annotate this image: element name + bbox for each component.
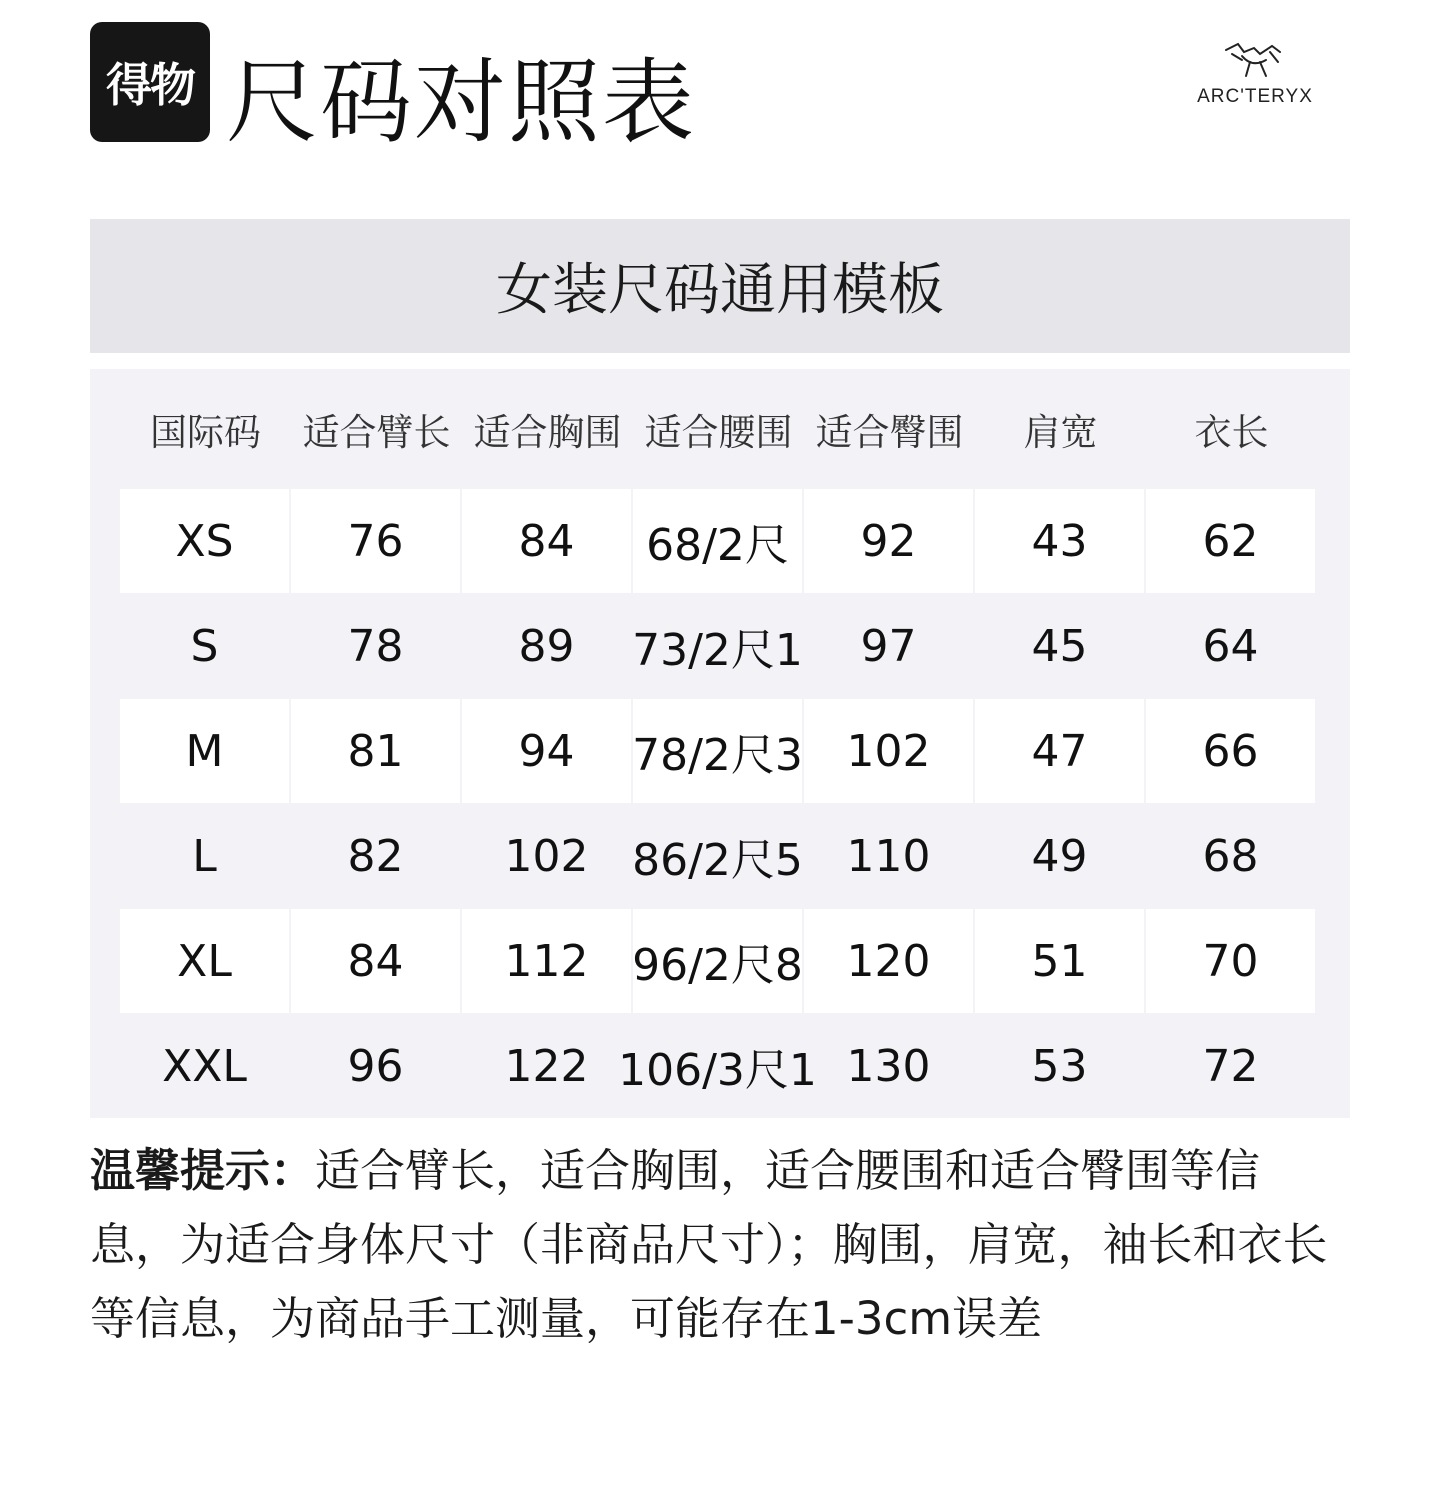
table-cell: 45 <box>1031 620 1088 672</box>
table-cell: 94 <box>462 699 631 803</box>
header-waist: 适合腰围 <box>644 411 793 454</box>
tips-note <box>90 1134 1350 1356</box>
table-cell: 68/2尺 <box>633 489 802 593</box>
table-cell: 76 <box>291 489 460 593</box>
table-cell: 66 <box>1146 699 1315 803</box>
table-cell: 68 <box>1202 830 1259 882</box>
table-cell: 51 <box>975 909 1144 1013</box>
table-cell: 47 <box>975 699 1144 803</box>
header-size-code: 国际码 <box>150 411 261 454</box>
logo-text: ARC'TERYX <box>1197 86 1313 107</box>
table-cell: 84 <box>291 909 460 1013</box>
table-row <box>120 909 1317 1013</box>
banner-title: 女装尺码通用模板 <box>496 258 944 323</box>
table-cell: 43 <box>975 489 1144 593</box>
header-hip: 适合臀围 <box>815 411 964 454</box>
table-cell: 102 <box>804 699 973 803</box>
badge-text: 得物 <box>106 58 194 112</box>
table-row <box>120 699 1317 803</box>
table-cell: 82 <box>347 830 404 882</box>
table-header-row <box>120 389 1317 469</box>
table-cell: 97 <box>860 620 917 672</box>
table-cell: 96 <box>347 1040 404 1092</box>
table-cell: 78 <box>347 620 404 672</box>
table-row <box>120 594 1317 698</box>
table-cell: 106/3尺1 <box>618 1045 817 1096</box>
table-cell: 110 <box>846 830 931 882</box>
table-cell: XXL <box>162 1040 247 1092</box>
table-row <box>120 489 1317 593</box>
header-length: 衣长 <box>1194 411 1269 454</box>
table-cell: 62 <box>1146 489 1315 593</box>
table-row <box>120 804 1317 908</box>
table-cell: 130 <box>846 1040 931 1092</box>
table-cell: M <box>120 699 289 803</box>
dewu-badge <box>90 22 210 142</box>
table-cell: 112 <box>462 909 631 1013</box>
size-table <box>90 369 1350 1118</box>
table-cell: 73/2尺1 <box>632 625 803 676</box>
tips-label: 温馨提示： <box>90 1144 316 1197</box>
table-cell: 122 <box>504 1040 589 1092</box>
archaeopteryx-icon <box>1220 38 1290 82</box>
table-cell: 102 <box>504 830 589 882</box>
table-cell: L <box>192 830 217 882</box>
table-row <box>120 1014 1317 1118</box>
table-cell: 92 <box>804 489 973 593</box>
table-cell: 78/2尺3 <box>633 699 802 803</box>
header-chest: 适合胸围 <box>473 411 622 454</box>
table-cell: 84 <box>462 489 631 593</box>
table-cell: XL <box>120 909 289 1013</box>
table-cell: 120 <box>804 909 973 1013</box>
header-shoulder: 肩宽 <box>1023 411 1098 454</box>
table-cell: 72 <box>1202 1040 1259 1092</box>
page-title: 尺码对照表 <box>226 49 697 156</box>
table-cell: XS <box>120 489 289 593</box>
arcteryx-logo <box>1190 38 1320 128</box>
table-cell: 81 <box>291 699 460 803</box>
table-cell: 70 <box>1146 909 1315 1013</box>
tips-text: 适合臂长，适合胸围，适合腰围和适合臀围等信息，为适合身体尺寸（非商品尺寸）；胸围，肩宽，袖长和衣长等信息，为商品手工测量，可能存在1-3cm误差 <box>90 1144 1328 1345</box>
table-cell: 86/2尺5 <box>632 835 803 886</box>
table-cell: 96/2尺8 <box>633 909 802 1013</box>
header-arm-length: 适合臂长 <box>302 411 451 454</box>
table-cell: 49 <box>1031 830 1088 882</box>
template-banner <box>90 219 1350 353</box>
table-cell: 53 <box>1031 1040 1088 1092</box>
table-cell: S <box>190 620 219 672</box>
table-cell: 64 <box>1202 620 1259 672</box>
table-cell: 89 <box>518 620 575 672</box>
